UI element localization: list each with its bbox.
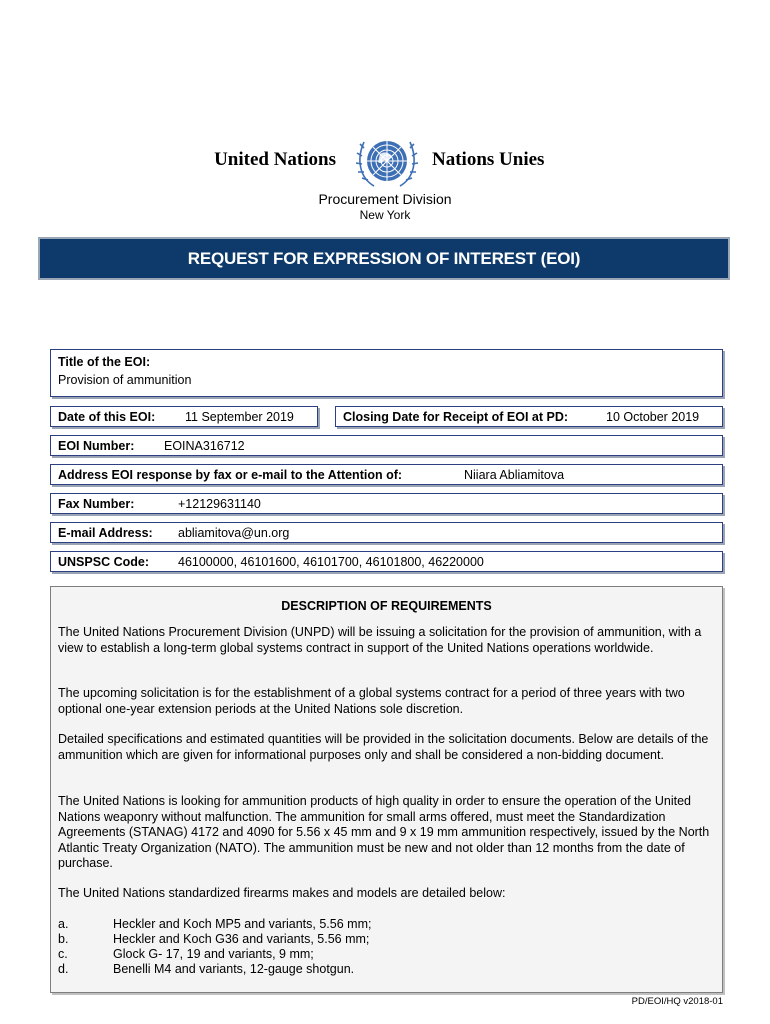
title-box	[50, 349, 723, 397]
description-paragraph-5: The United Nations standardized firearms makes and models are detailed below:	[58, 886, 506, 900]
header-un-french: Nations Unies	[432, 149, 545, 170]
list-item-text: Heckler and Koch G36 and variants, 5.56 mm;	[113, 932, 370, 946]
email-box	[50, 522, 723, 543]
attention-label: Address EOI response by fax or e-mail to the Attention of:	[58, 468, 403, 482]
list-item-letter: b.	[58, 932, 69, 946]
title-label: Title of the EOI:	[58, 355, 151, 369]
description-title: DESCRIPTION OF REQUIREMENTS	[281, 599, 492, 613]
closing-date-box	[335, 406, 723, 427]
unspsc-box	[50, 551, 723, 572]
unspsc-value: 46100000, 46101600, 46101700, 46101800, 46220000	[178, 555, 484, 569]
description-box	[50, 586, 723, 993]
eoi-number-box	[50, 435, 723, 456]
list-item-letter: d.	[58, 962, 69, 976]
header-un-english: United Nations	[214, 149, 336, 170]
fax-label: Fax Number:	[58, 497, 135, 511]
description-paragraph-3: Detailed specifications and estimated quantities will be provided in the solicitation documents. Below are details of the ammunition which are given for informational purposes only and shall be considered a non-bidding document.	[58, 732, 709, 762]
date-label: Date of this EOI:	[58, 410, 156, 424]
attention-value: Niiara Abliamitova	[464, 468, 565, 482]
date-value: 11 September 2019	[185, 410, 294, 424]
eoi-number-label: EOI Number:	[58, 439, 135, 453]
list-item-text: Benelli M4 and variants, 12-gauge shotgun.	[113, 962, 355, 976]
fax-value: +12129631140	[178, 497, 261, 511]
list-item-text: Glock G- 17, 19 and variants, 9 mm;	[113, 947, 314, 961]
form-code: PD/EOI/HQ v2018-01	[631, 996, 723, 1007]
list-item	[58, 947, 314, 963]
list-item	[58, 932, 369, 948]
closing-label: Closing Date for Receipt of EOI at PD:	[343, 410, 569, 424]
email-value[interactable]: abliamitova@un.org	[178, 526, 290, 540]
procurement-division: Procurement Division	[318, 191, 452, 207]
fax-box	[50, 493, 723, 514]
closing-value: 10 October 2019	[606, 410, 700, 424]
list-item	[58, 962, 354, 978]
description-paragraph-1: The United Nations Procurement Division (UNPD) will be issuing a solicitation for the provision of ammunition, with a view to establish a long-term global systems contract in support of the United Nations operations worldwide.	[58, 625, 702, 655]
title-value: Provision of ammunition	[58, 373, 192, 387]
banner-title: REQUEST FOR EXPRESSION OF INTEREST (EOI)	[187, 248, 581, 268]
attention-box	[50, 464, 723, 485]
list-item-letter: c.	[58, 947, 68, 961]
unspsc-label: UNSPSC Code:	[58, 555, 149, 569]
un-emblem-icon	[346, 130, 428, 192]
description-paragraph-2: The upcoming solicitation is for the establishment of a global systems contract for a period of three years with two optional one-year extension periods at the United Nations sole discretion.	[58, 686, 685, 716]
list-item-letter: a.	[58, 917, 69, 931]
list-item	[58, 917, 371, 933]
city-label: New York	[359, 208, 411, 222]
eoi-banner	[38, 237, 730, 280]
eoi-number-value: EOINA316712	[164, 439, 245, 453]
date-box	[50, 406, 318, 427]
email-label: E-mail Address:	[58, 526, 153, 540]
list-item-text: Heckler and Koch MP5 and variants, 5.56 mm;	[113, 917, 372, 931]
description-paragraph-4: The United Nations is looking for ammunition products of high quality in order to ensure the operation of the United Nations weaponry without malfunction. The ammunition for small arms offered, must meet the Standardization Agreements (STANAG) 4172 and 4090 for 5.56 x 45 mm and 9 x 19 mm ammunition respectively, issued by the North Atlantic Treaty Organization (NATO). The ammunition must be new and not older than 12 months from the date of purchase.	[58, 794, 710, 870]
